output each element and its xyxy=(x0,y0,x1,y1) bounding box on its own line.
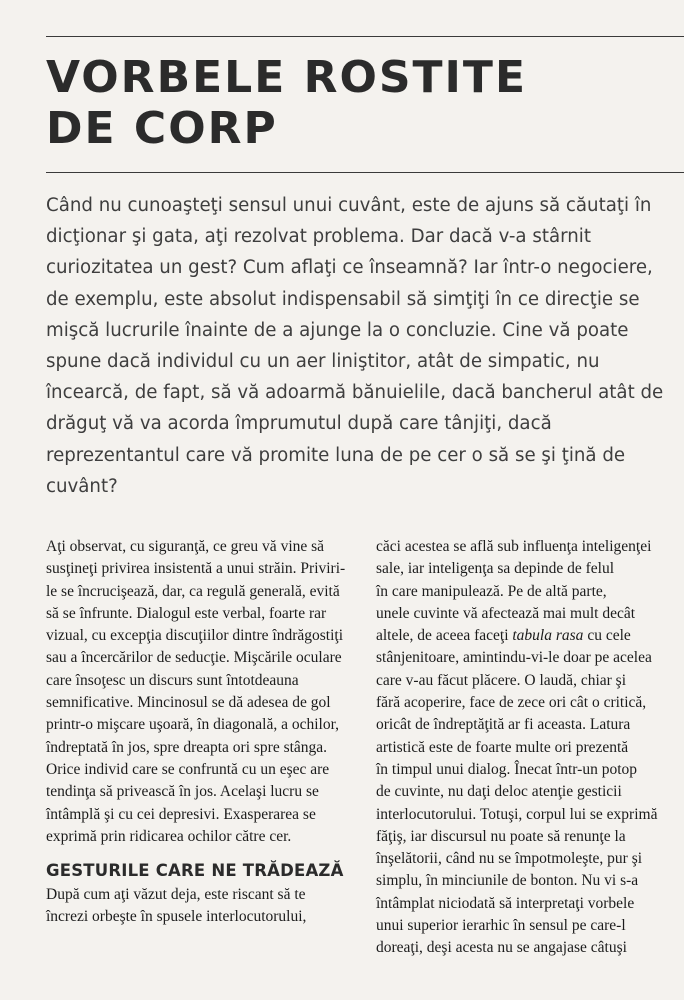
text-line: le se încrucişează, dar, ca regulă generală, evită xyxy=(46,582,340,600)
title-rule xyxy=(46,172,684,173)
text-line: în timpul unui dialog. Înecat într-un potop xyxy=(376,760,637,778)
text-line: făţiş, iar discursul nu poate să renunţe la xyxy=(376,827,626,845)
text-line: unele cuvinte vă afectează mai mult decât xyxy=(376,604,636,622)
page-title xyxy=(46,52,666,154)
text-line: căci acestea se află sub influenţa inteligenţei xyxy=(376,538,652,555)
left-column-continued xyxy=(46,884,340,929)
text-line: semnificative. Mincinosul se dă adesea de gol xyxy=(46,694,331,712)
text-line: susţineţi privirea insistentă a unui străin. Priviri- xyxy=(46,560,346,578)
title-line-2: DE CORP xyxy=(46,103,278,154)
text-line: sau a încercărilor de seducţie. Mişcările oculare xyxy=(46,649,342,667)
text-line: să se înfrunte. Dialogul este verbal, foarte rar xyxy=(46,604,327,622)
text-line: încrezi orbeşte în spusele interlocutorului, xyxy=(46,908,307,926)
text-line: unui superior ierarhic în sensul pe care-l xyxy=(376,917,626,935)
text-line: oricât de îndreptăţită ar fi aceasta. Latura xyxy=(376,716,631,734)
text-line: în care manipulează. Pe de altă parte, xyxy=(376,582,607,600)
text-line: artistică este de foarte multe ori prezentă xyxy=(376,738,629,756)
text-line: tendinţa să privească în jos. Acelaşi lucru se xyxy=(46,783,319,801)
left-column xyxy=(46,536,346,848)
text-line: întâmplat niciodată să interpretaţi vorbele xyxy=(376,894,635,912)
text-line: fără acoperire, face de zece ori cât o critică, xyxy=(376,694,647,712)
top-rule xyxy=(46,36,684,37)
text-line: întâmplă şi cu cei depresivi. Exasperarea se xyxy=(46,805,316,823)
text-line: altele, de aceea faceţi tabula rasa cu cele xyxy=(376,627,631,645)
text-line: doreaţi, deşi acesta nu se angajase câtuşi xyxy=(376,939,627,957)
text-line: înşelătorii, când nu se împotmoleşte, pur şi xyxy=(376,850,643,868)
section-subheading: GESTURILE CARE NE TRĂDEAZĂ xyxy=(46,861,344,880)
text-line: de cuvinte, nu daţi deloc atenţie gesticii xyxy=(376,783,622,801)
text-line: sale, iar inteligenţa sa depinde de felul xyxy=(376,560,615,578)
text-line: care v-au făcut plăcere. O laudă, chiar şi xyxy=(376,671,627,689)
lead-paragraph: Când nu cunoaşteţi sensul unui cuvânt, este de ajuns să căutaţi în dicţionar şi gata, aţi rezolvat problema. Dar dacă v-a stârnit curiozitatea un gest? Cum aflaţi ce înseamnă? Iar într-o negociere, de exemplu, este absolut indispensabil să simţiţi în ce direcţie se mişcă lucrurile înainte de a ajunge la o concluzie. Cine vă poate spune dacă individul cu un aer liniştitor, atât de simpatic, nu încearcă, de fapt, să vă adoarmă bănuielile, dacă bancherul atât de drăguţ vă va acorda împrumutul după care tânjiţi, dacă reprezentantul care vă promite luna de pe cer o să se şi ţină de cuvânt? xyxy=(46,195,664,497)
text-line: interlocutorului. Totuşi, corpul lui se exprimă xyxy=(376,805,658,823)
right-column xyxy=(376,536,676,960)
text-line: După cum aţi văzut deja, este riscant să te xyxy=(46,886,306,903)
title-line-1: VORBELE ROSTITE xyxy=(46,52,527,103)
italic-phrase: tabula rasa xyxy=(512,627,584,645)
text-line: vizual, cu excepţia discuţiilor dintre îndrăgostiţi xyxy=(46,627,343,645)
text-line: îndreptată în jos, spre dreapta ori spre stânga. xyxy=(46,738,328,756)
text-line: care însoţesc un discurs sunt întotdeauna xyxy=(46,671,299,689)
text-line: printr-o mişcare uşoară, în diagonală, a ochilor, xyxy=(46,716,340,734)
text-line: stânjenitoare, amintindu-vi-le doar pe acelea xyxy=(376,649,652,667)
text-line: Aţi observat, cu siguranţă, ce greu vă vine să xyxy=(46,538,325,555)
text-line: Orice individ care se confruntă cu un eşec are xyxy=(46,760,330,778)
text-line: exprimă prin ridicarea ochilor către cer. xyxy=(46,827,292,845)
text-line: simplu, în minciunile de bonton. Nu vi s-a xyxy=(376,872,639,890)
